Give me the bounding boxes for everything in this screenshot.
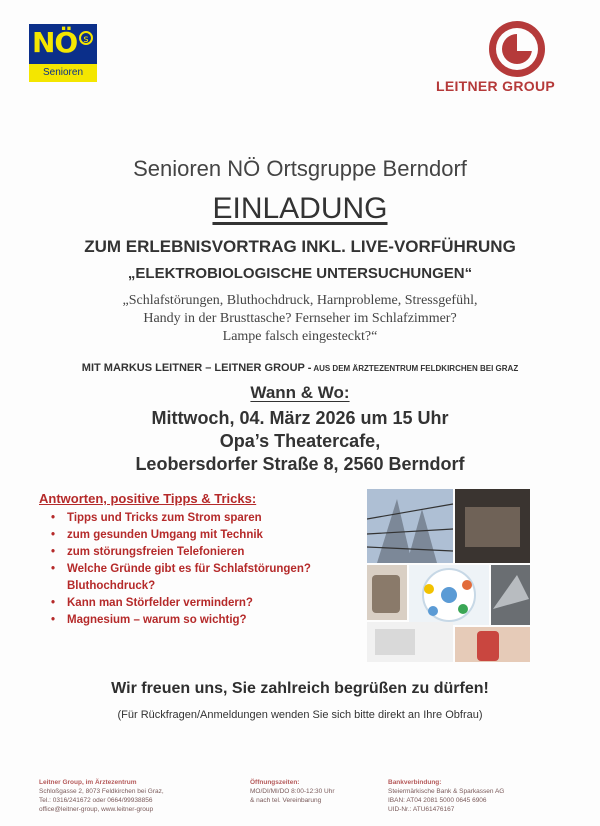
footer-line: Steiermärkische Bank & Sparkassen AG xyxy=(388,788,505,795)
noe-logo-subtitle: Senioren xyxy=(29,64,97,82)
contact-note: (Für Rückfragen/Anmeldungen wenden Sie sich bitte direkt an Ihre Obfrau) xyxy=(117,709,483,721)
list-item: • Kann man Störfelder vermindern? xyxy=(67,595,369,612)
footer-hours xyxy=(250,778,335,805)
list-item: • Tipps und Tricks zum Strom sparen xyxy=(67,510,369,527)
closing-greeting: Wir freuen uns, Sie zahlreich begrüßen zu dürfen! xyxy=(111,680,489,697)
footer-line: & nach tel. Vereinbarung xyxy=(250,797,322,804)
footer-address-head: Leitner Group, im Ärztezentrum xyxy=(39,779,137,786)
footer-hours-head: Öffnungszeiten: xyxy=(250,779,300,786)
wann-wo-heading: Wann & Wo: xyxy=(250,383,350,402)
noe-logo-badge: s xyxy=(79,31,93,45)
list-item: • Magnesium – warum so wichtig? xyxy=(67,612,369,629)
noe-senioren-logo xyxy=(29,24,97,82)
ortsgruppe-heading: Senioren NÖ Ortsgruppe Berndorf xyxy=(133,156,467,181)
list-item: • Welche Gründe gibt es für Schlafstörungen? xyxy=(67,561,369,578)
thema-heading: „ELEKTROBIOLOGISCHE UNTERSUCHUNGEN“ xyxy=(127,265,473,282)
event-address: Leobersdorfer Straße 8, 2560 Berndorf xyxy=(135,454,465,474)
footer-line: UID-Nr.: ATU61476167 xyxy=(388,806,455,813)
event-venue: Opa’s Theatercafe, xyxy=(219,431,381,451)
footer-line: IBAN: AT04 2081 5000 0645 6906 xyxy=(388,797,487,804)
list-item: • zum störungsfreien Telefonieren xyxy=(67,544,369,561)
tips-section xyxy=(39,491,369,629)
quote-line: Handy in der Brusttasche? Fernseher im Schlafzimmer? xyxy=(143,311,457,326)
technology-photo-collage xyxy=(367,489,530,662)
leitner-group-logo-text: LEITNER GROUP xyxy=(435,78,555,94)
tips-heading: Antworten, positive Tipps & Tricks: xyxy=(39,491,257,506)
speaker-location: AUS DEM ÄRZTEZENTRUM FELDKIRCHEN BEI GRAZ xyxy=(311,364,519,373)
footer-bank-head: Bankverbindung: xyxy=(388,779,442,786)
tips-list xyxy=(39,510,369,629)
footer-bank xyxy=(388,778,504,814)
vortrag-subheading: ZUM ERLEBNISVORTRAG INKL. LIVE-VORFÜHRUNG xyxy=(84,237,516,256)
speaker-main: MIT MARKUS LEITNER – LEITNER GROUP - xyxy=(81,362,312,374)
speaker-line xyxy=(0,362,600,374)
leitner-group-logo-icon xyxy=(488,20,546,78)
quote-block xyxy=(0,292,600,346)
list-item: Bluthochdruck? xyxy=(67,580,156,592)
footer-line: Tel.: 0316/241672 oder 0664/99938856 xyxy=(39,797,153,804)
list-item: • zum gesunden Umgang mit Technik xyxy=(67,527,369,544)
footer-line: Schloßgasse 2, 8073 Feldkirchen bei Graz, xyxy=(39,788,164,795)
footer-line: office@leitner-group, www.leitner-group xyxy=(39,806,154,813)
quote-line: Lampe falsch eingesteckt?“ xyxy=(222,329,378,344)
footer-line: MO/DI/MI/DO 8:00-12:30 Uhr xyxy=(250,788,335,795)
event-date: Mittwoch, 04. März 2026 um 15 Uhr xyxy=(151,408,449,428)
noe-logo-text: NÖ xyxy=(32,26,78,59)
footer-address xyxy=(39,778,164,814)
page-title: EINLADUNG xyxy=(212,192,388,225)
quote-line: „Schlafstörungen, Bluthochdruck, Harnprobleme, Stressgefühl, xyxy=(122,293,478,308)
